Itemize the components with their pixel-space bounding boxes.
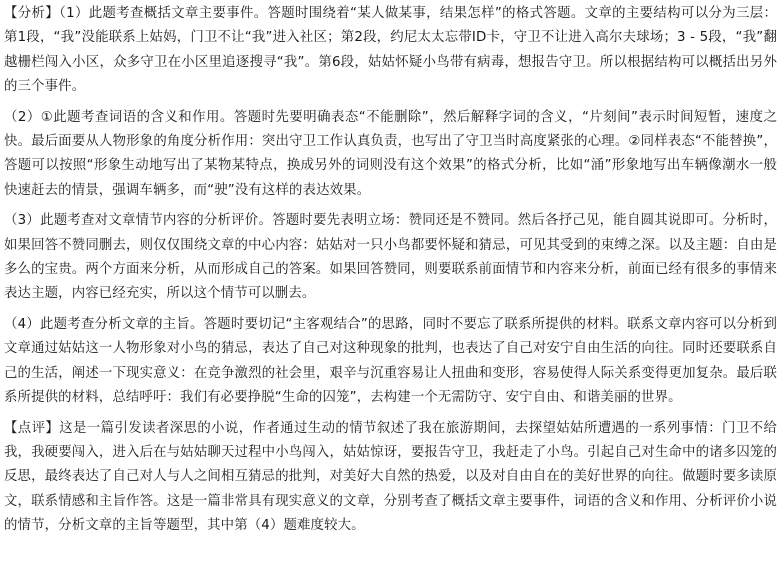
analysis-paragraph-2: （2）①此题考查词语的含义和作用。答题时先要明确表态“不能删除”，然后解释字词的含义，“片刻间”表示时间短暂，速度之快。最后面要从人物形象的角度分析作用：突出守卫工作认真负责，也写出了守卫当时高度紧张的心理。②同样表态“不能替换”，答题可以按照“形象生动地写出了某物某特点，换成另外的词则没有这个效果”的格式分析，比如“涌”形象地写出车辆像潮水一般快速赶去的情景，强调车辆多，而“驶”没有这样的表达效果。 — [4, 109, 777, 198]
analysis-paragraph-4: （4）此题考查分析文章的主旨。答题时要切记“主客观结合”的思路，同时不要忘了联系所提供的材料。联系文章内容可以分析到文章通过姑姑这一人物形象对小鸟的猜忌，表达了自己对这种现象的批判，也表达了自己对安宁自由生活的向往。同时还要联系自己的生活，阐述一下现实意义：在竞争激烈的社会里，艰辛与沉重容易让人扭曲和变形，容易使得人际关系变得更加复杂。最后联系所提供的材料，总结呼吁：我们有必要挣脱“生命的囚笼”，去构建一个无需防守、安宁自由、和谐美丽的世界。 — [4, 316, 777, 406]
analysis-paragraph-3: （3）此题考查对文章情节内容的分析评价。答题时要先表明立场：赞同还是不赞同。然后各抒己见，能自圆其说即可。分析时，如果回答不赞同删去，则仅仅围绕文章的中心内容：姑姑对一只小鸟都要怀疑和猜忌，可见其受到的束缚之深。以及主题：自由是多么的宝贵。两个方面来分析，从而形成自己的答案。如果回答赞同，则要联系前面情节和内容来分析，前面已经有很多的事情来表达主题，内容已经充实，所以这个情节可以删去。 — [4, 213, 777, 302]
comment-paragraph: 【点评】这是一篇引发读者深思的小说，作者通过生动的情节叙述了我在旅游期间，去探望姑姑所遭遇的一系列事情：门卫不给我，我硬要闯入，进入后在与姑姑聊天过程中小鸟闯入，姑姑惊讶，要报告守卫，我赶走了小鸟。引起自己对生命中的诸多囚笼的反思，最终表达了自己对人与人之间相互猜忌的批判，对美好大自然的热爱，以及对自由自在的美好世界的向往。做题时要多读原文，联系情感和主旨作答。这是一篇非常具有现实意义的文章，分别考查了概括文章主要事件，词语的含义和作用、分析评价小说的情节，分析文章的主旨等题型，其中第（4）题难度较大。 — [4, 420, 777, 534]
analysis-paragraph-1: 【分析】（1）此题考查概括文章主要事件。答题时围绕着“某人做某事，结果怎样”的格式答题。文章的主要结构可以分为三层：第1段，“我”没能联系上姑妈，门卫不让“我”进入社区；第2段，约尼太太忘带ID卡，守卫不让进入高尔夫球场；3 - 5段，“我”翻越栅栏闯入小区，众多守卫在小区里追逐搜寻“我”。第6段，姑姑怀疑小鸟带有病毒，想报告守卫。所以根据结构可以概括出另外的三个事件。 — [4, 6, 777, 95]
